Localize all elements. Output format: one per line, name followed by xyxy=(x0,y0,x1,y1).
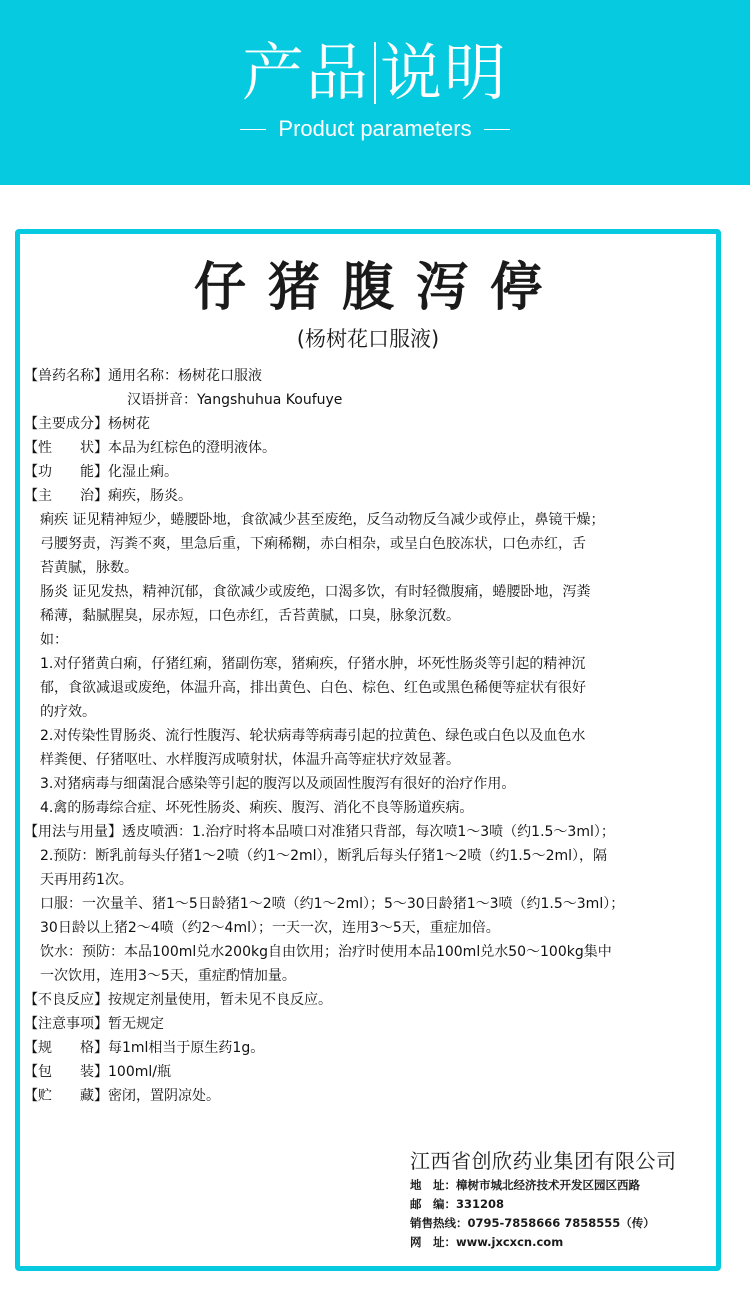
banner-title-right: 说明 xyxy=(380,36,509,109)
manufacturer-info xyxy=(410,1146,710,1252)
label-precautions: 【注意事项】 xyxy=(24,1016,108,1032)
row-dosage xyxy=(24,820,704,844)
indication-detail: 稀薄，黏腻腥臭，尿赤短，口色赤红，舌苔黄腻，口臭，脉象沉数。 xyxy=(40,608,460,624)
title-divider xyxy=(374,42,376,104)
indication-detail: 样粪便、仔猪呕吐、水样腹泻成喷射状，体温升高等症状疗效显著。 xyxy=(40,752,460,768)
banner-subtitle: Product parameters xyxy=(278,116,472,141)
label-body xyxy=(24,364,704,1108)
label-spec: 【规 格】 xyxy=(24,1040,108,1056)
indication-detail: 的疗效。 xyxy=(40,704,96,720)
value-pinyin: 汉语拼音：Yangshuhua Koufuye xyxy=(127,392,343,408)
product-subtitle: (杨树花口服液) xyxy=(296,327,440,351)
indication-detail: 痢疾 证见精神短少，蜷腰卧地，食欲减少甚至废绝，反刍动物反刍减少或停止，鼻镜干燥； xyxy=(40,512,605,528)
indication-detail: 1.对仔猪黄白痢，仔猪红痢，猪副伤寒，猪痢疾，仔猪水肿，坏死性肠炎等引起的精神沉 xyxy=(40,656,586,672)
value-storage: 密闭，置阴凉处。 xyxy=(108,1088,220,1104)
company-address: 地 址：樟树市城北经济技术开发区园区西路 xyxy=(410,1178,640,1192)
label-function: 【功 能】 xyxy=(24,464,108,480)
indication-detail: 郁，食欲减退或废绝，体温升高，排出黄色、白色、棕色、红色或黑色稀便等症状有很好 xyxy=(40,680,586,696)
row-indications xyxy=(24,484,704,508)
indication-detail: 弓腰努责，泻粪不爽，里急后重，下痢稀糊，赤白相杂，或呈白色胶冻状，口色赤红，舌 xyxy=(40,536,586,552)
company-postcode: 邮 编：331208 xyxy=(410,1197,505,1211)
header-banner xyxy=(0,0,750,185)
company-name: 江西省创欣药业集团有限公司 xyxy=(410,1149,677,1173)
product-title: 仔猪腹泻停 xyxy=(193,258,564,318)
row-storage xyxy=(24,1084,704,1108)
banner-title xyxy=(0,38,750,108)
dosage-line: 2.预防：断乳前每头仔猪1～2喷（约1～2ml），断乳后每头仔猪1～2喷（约1.5～2ml），隔 xyxy=(40,848,608,864)
indication-detail: 4.禽的肠毒综合症、坏死性肠炎、痢疾、腹泻、消化不良等肠道疾病。 xyxy=(40,800,474,816)
label-appearance: 【性 状】 xyxy=(24,440,108,456)
label-dosage: 【用法与用量】 xyxy=(24,824,122,840)
indication-detail: 2.对传染性胃肠炎、流行性腹泻、轮状病毒等病毒引起的拉黄色、绿色或白色以及血色水 xyxy=(40,728,586,744)
product-label-card xyxy=(15,229,721,1271)
value-package: 100ml/瓶 xyxy=(108,1064,171,1080)
value-spec: 每1ml相当于原生药1g。 xyxy=(108,1040,265,1056)
row-precautions xyxy=(24,1012,704,1036)
row-ingredients xyxy=(24,412,704,436)
value-indications: 痢疾，肠炎。 xyxy=(108,488,192,504)
row-adverse xyxy=(24,988,704,1012)
label-storage: 【贮 藏】 xyxy=(24,1088,108,1104)
value-ingredients: 杨树花 xyxy=(108,416,150,432)
row-appearance xyxy=(24,436,704,460)
label-package: 【包 装】 xyxy=(24,1064,108,1080)
value-function: 化湿止痢。 xyxy=(108,464,178,480)
label-drug-name: 【兽药名称】 xyxy=(24,368,108,384)
value-appearance: 本品为红棕色的澄明液体。 xyxy=(108,440,276,456)
dosage-line: 30日龄以上猪2～4喷（约2～4ml）；一天一次，连用3～5天，重症加倍。 xyxy=(40,920,500,936)
banner-title-left: 产品 xyxy=(241,36,370,109)
label-adverse: 【不良反应】 xyxy=(24,992,108,1008)
label-ingredients: 【主要成分】 xyxy=(24,416,108,432)
indication-detail: 苔黄腻，脉数。 xyxy=(40,560,138,576)
value-adverse: 按规定剂量使用，暂未见不良反应。 xyxy=(108,992,332,1008)
dosage-line: 天再用药1次。 xyxy=(40,872,133,888)
dosage-line: 饮水：预防：本品100ml兑水200kg自由饮用；治疗时使用本品100ml兑水50～100kg集中 xyxy=(40,944,612,960)
value-common-name: 通用名称：杨树花口服液 xyxy=(108,368,262,384)
row-drug-name xyxy=(24,364,704,388)
indication-detail: 如： xyxy=(40,632,68,648)
label-indications: 【主 治】 xyxy=(24,488,108,504)
banner-subtitle-row xyxy=(0,116,750,142)
row-package xyxy=(24,1060,704,1084)
dosage-line: 一次饮用，连用3～5天，重症酌情加量。 xyxy=(40,968,296,984)
row-spec xyxy=(24,1036,704,1060)
row-function xyxy=(24,460,704,484)
dosage-line: 透皮喷洒：1.治疗时将本品喷口对准猪只背部，每次喷1～3喷（约1.5～3ml）； xyxy=(122,824,615,840)
value-precautions: 暂无规定 xyxy=(108,1016,164,1032)
indication-detail: 肠炎 证见发热，精神沉郁，食欲减少或废绝，口渴多饮，有时轻微腹痛，蜷腰卧地，泻粪 xyxy=(40,584,591,600)
indication-detail: 3.对猪病毒与细菌混合感染等引起的腹泻以及顽固性腹泻有很好的治疗作用。 xyxy=(40,776,516,792)
dash-right xyxy=(484,129,510,130)
company-website: 网 址：www.jxcxcn.com xyxy=(410,1235,564,1249)
company-hotline: 销售热线：0795-7858666 7858555（传） xyxy=(410,1216,655,1230)
row-pinyin xyxy=(24,388,704,412)
dash-left xyxy=(240,129,266,130)
dosage-line: 口服：一次量羊、猪1～5日龄猪1～2喷（约1～2ml）；5～30日龄猪1～3喷（约1.5～3ml）； xyxy=(40,896,625,912)
